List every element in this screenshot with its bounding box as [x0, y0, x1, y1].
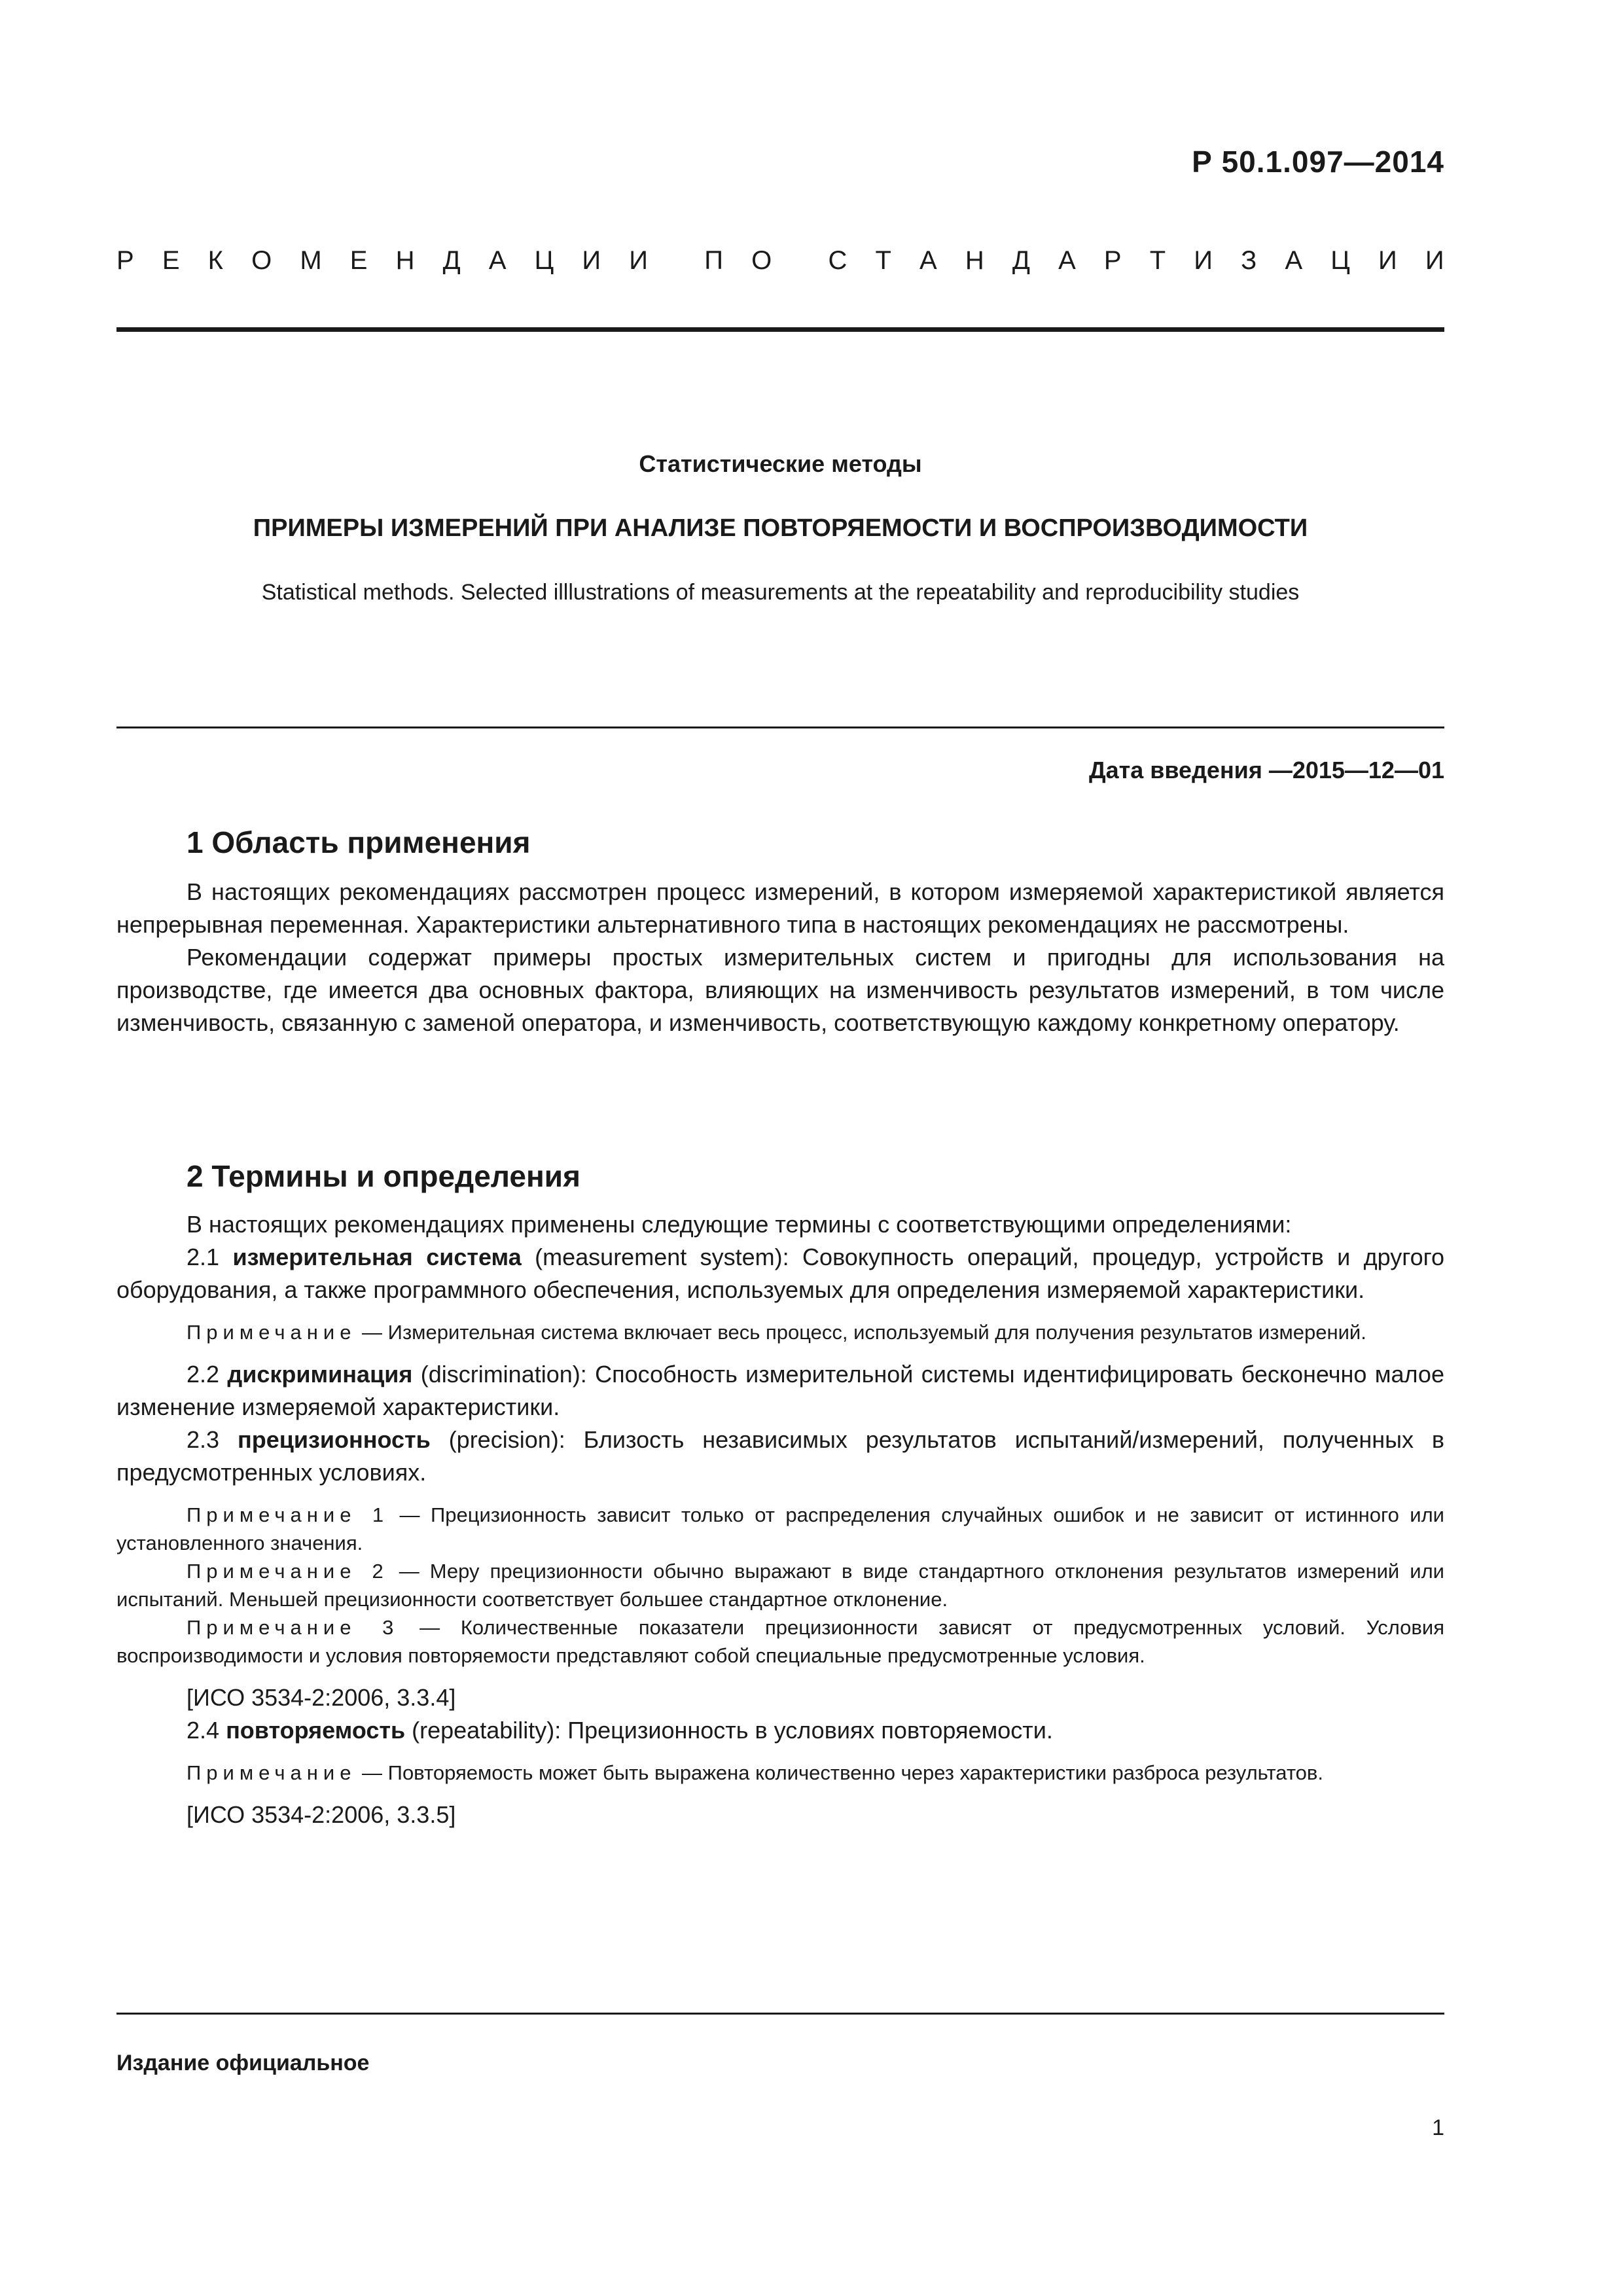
series-letter: К: [207, 246, 223, 275]
document-subtitle: Статистические методы: [639, 450, 922, 477]
series-letter: И: [629, 246, 648, 275]
term-number: 2.1: [187, 1244, 220, 1270]
reference: [ИСО 3534-2:2006, 3.3.5]: [187, 1801, 456, 1828]
series-letter: А: [1058, 246, 1076, 275]
section-heading: 1 Область применения: [187, 825, 531, 859]
note-label: Примечание 3: [187, 1616, 399, 1639]
note-text: — Повторяемость может быть выражена количественно через характеристики разброса результатов.: [356, 1761, 1323, 1784]
reference: [ИСО 3534-2:2006, 3.3.4]: [187, 1684, 456, 1711]
paragraph: Рекомендации содержат примеры простых измерительных систем и пригодны для использования на производстве, где имеется два основных фактора, влияющих на изменчивость результатов измерений, в том числе изменчивость, связанную с заменой оператора, и изменчивость, соответствующую каждому конкретному оператору.: [116, 944, 1444, 1036]
series-letter: Н: [395, 246, 415, 275]
term-text: (precision): Близость независимых результатов испытаний/измерений, полученных в предусмотренных условиях.: [116, 1426, 1444, 1486]
series-letter: Ц: [534, 246, 554, 275]
page-number: 1: [1432, 2115, 1444, 2140]
note: [116, 1501, 1444, 1557]
term-name: повторяемость: [226, 1717, 406, 1744]
document-designation: Р 50.1.097—2014: [1192, 145, 1444, 179]
series-letter: Д: [1012, 246, 1030, 275]
note-label: Примечание 1: [187, 1503, 389, 1526]
paragraph: В настоящих рекомендациях рассмотрен процесс измерений, в котором измеряемой характеристикой является непрерывная переменная. Характеристики альтернативного типа в настоящих рекомендациях не рассмотрены.: [116, 878, 1444, 938]
series-letter: П: [704, 246, 723, 275]
series-letter: О: [251, 246, 272, 275]
series-title: [116, 246, 1444, 276]
series-letter: Р: [116, 246, 134, 275]
series-letter: И: [1194, 246, 1213, 275]
series-letter: Е: [349, 246, 368, 275]
series-letter: И: [582, 246, 601, 275]
term-definition: [116, 1714, 1444, 1747]
term-definition: [116, 1424, 1444, 1489]
series-letter: Ц: [1330, 246, 1350, 275]
paragraph: В настоящих рекомендациях применены следующие термины с соответствующими определениями:: [187, 1211, 1292, 1238]
section-2: [116, 1158, 1444, 1831]
edition-label: Издание официальное: [116, 2051, 370, 2075]
title-divider: [116, 726, 1444, 728]
series-letter: М: [300, 246, 322, 275]
term-definition: [116, 1358, 1444, 1424]
series-letter: А: [919, 246, 937, 275]
header-divider: [116, 327, 1444, 332]
series-letter: Д: [442, 246, 461, 275]
series-letter: Н: [965, 246, 984, 275]
note-label: Примечание: [187, 1321, 357, 1344]
series-letter: Р: [1103, 246, 1122, 275]
note-text: — Измерительная система включает весь процесс, используемый для получения результатов измерений.: [356, 1321, 1366, 1344]
term-name: прецизионность: [237, 1426, 431, 1453]
note-label: Примечание: [187, 1761, 357, 1784]
series-letter: Т: [1149, 246, 1166, 275]
term-number: 2.3: [187, 1426, 220, 1453]
section-heading: 2 Термины и определения: [187, 1159, 580, 1193]
series-letter: С: [828, 246, 847, 275]
series-letter: Т: [875, 246, 891, 275]
introduction-date: Дата введения —2015—12—01: [1088, 757, 1444, 783]
document-title: ПРИМЕРЫ ИЗМЕРЕНИЙ ПРИ АНАЛИЗЕ ПОВТОРЯЕМОСТИ И ВОСПРОИЗВОДИМОСТИ: [253, 514, 1308, 542]
note-text: — Количественные показатели прецизионности зависят от предусмотренных условий. Условия воспроизводимости и условия повторяемости представляют собой специальные предусмотренные условия.: [116, 1616, 1444, 1667]
term-number: 2.4: [187, 1717, 220, 1744]
note: [116, 1318, 1444, 1346]
term-text: (discrimination): Способность измерительной системы идентифицировать бесконечно малое изменение измеряемой характеристики.: [116, 1361, 1444, 1420]
series-letter: А: [1285, 246, 1303, 275]
term-number: 2.2: [187, 1361, 220, 1388]
term-definition: [116, 1241, 1444, 1306]
note: [116, 1759, 1444, 1787]
note-text: — Меру прецизионности обычно выражают в виде стандартного отклонения результатов измерений или испытаний. Меньшей прецизионности соответствует большее стандартное отклонение.: [116, 1560, 1444, 1611]
document-title-english: Statistical methods. Selected illlustrations of measurements at the repeatability and reproducibility studies: [261, 580, 1300, 605]
note-label: Примечание 2: [187, 1560, 389, 1583]
series-letter: И: [1425, 246, 1444, 275]
series-letter: А: [488, 246, 507, 275]
term-text: (repeatability): Прецизионность в условиях повторяемости.: [412, 1717, 1053, 1744]
term-name: измерительная система: [232, 1244, 522, 1270]
footer-divider: [116, 2013, 1444, 2015]
note: [116, 1613, 1444, 1670]
section-1: [116, 825, 1444, 1039]
series-letter: Е: [162, 246, 180, 275]
term-text: (measurement system): Совокупность операций, процедур, устройств и другого оборудования, а также программного обеспечения, используемых для определения измеряемой характеристики.: [116, 1244, 1444, 1303]
series-letter: З: [1241, 246, 1257, 275]
note: [116, 1557, 1444, 1613]
note-text: — Прецизионность зависит только от распределения случайных ошибок и не зависит от истинного или установленного значения.: [116, 1503, 1444, 1554]
series-letter: О: [751, 246, 772, 275]
term-name: дискриминация: [227, 1361, 413, 1388]
series-letter: И: [1378, 246, 1397, 275]
